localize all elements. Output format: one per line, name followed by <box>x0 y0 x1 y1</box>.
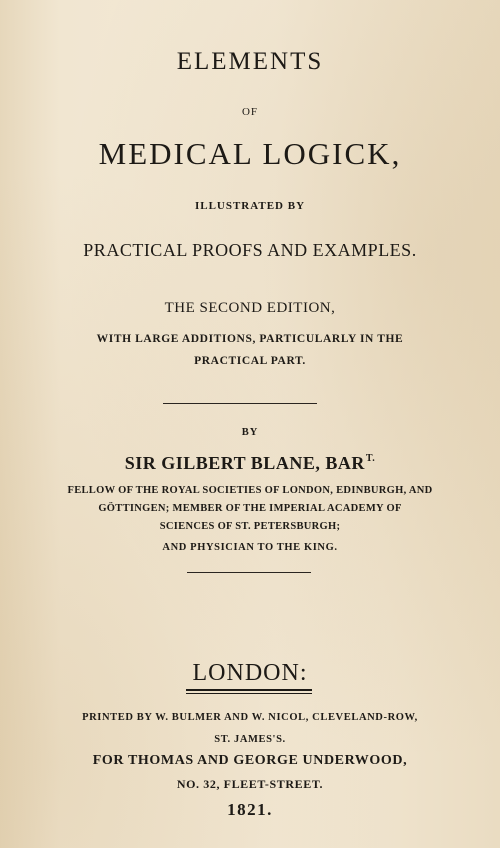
imprint-city-underline-thin <box>186 693 312 694</box>
author-credentials-line-2: GÖTTINGEN; MEMBER OF THE IMPERIAL ACADEMY OF <box>98 503 402 514</box>
title-line-elements: ELEMENTS <box>176 48 324 75</box>
author-credentials-line-3: SCIENCES OF ST. PETERSBURGH; <box>159 521 341 532</box>
imprint-city: LONDON: <box>192 660 308 686</box>
divider-rule-upper <box>163 403 317 404</box>
author-name-suffix: T. <box>365 453 376 464</box>
additions-line-1: WITH LARGE ADDITIONS, PARTICULARLY IN THE <box>96 333 404 345</box>
publisher-address: NO. 32, FLEET-STREET. <box>176 777 324 791</box>
edition-statement: THE SECOND EDITION, <box>164 300 336 316</box>
author-credentials-line-1: FELLOW OF THE ROYAL SOCIETIES OF LONDON, EDINBURGH, AND <box>67 485 433 496</box>
publishers-line: FOR THOMAS AND GEORGE UNDERWOOD, <box>92 753 408 768</box>
printer-place: ST. JAMES'S. <box>214 734 286 745</box>
author-name <box>0 453 500 474</box>
author-name-text: SIR GILBERT BLANE, BAR <box>124 453 365 473</box>
title-line-of: OF <box>241 106 259 118</box>
printer-line: PRINTED BY W. BULMER AND W. NICOL, CLEVELAND-ROW, <box>82 712 418 723</box>
title-line-illustrated-by: ILLUSTRATED BY <box>194 200 306 212</box>
publication-year: 1821. <box>227 800 273 819</box>
title-line-practical-proofs: PRACTICAL PROOFS AND EXAMPLES. <box>83 240 417 260</box>
by-label: BY <box>241 427 259 438</box>
imprint-city-underline <box>186 689 312 691</box>
divider-rule-lower <box>187 572 311 573</box>
title-line-medical-logick: MEDICAL LOGICK, <box>98 136 402 171</box>
author-credentials-line-4: AND PHYSICIAN TO THE KING. <box>162 542 338 553</box>
additions-line-2: PRACTICAL PART. <box>194 355 306 367</box>
